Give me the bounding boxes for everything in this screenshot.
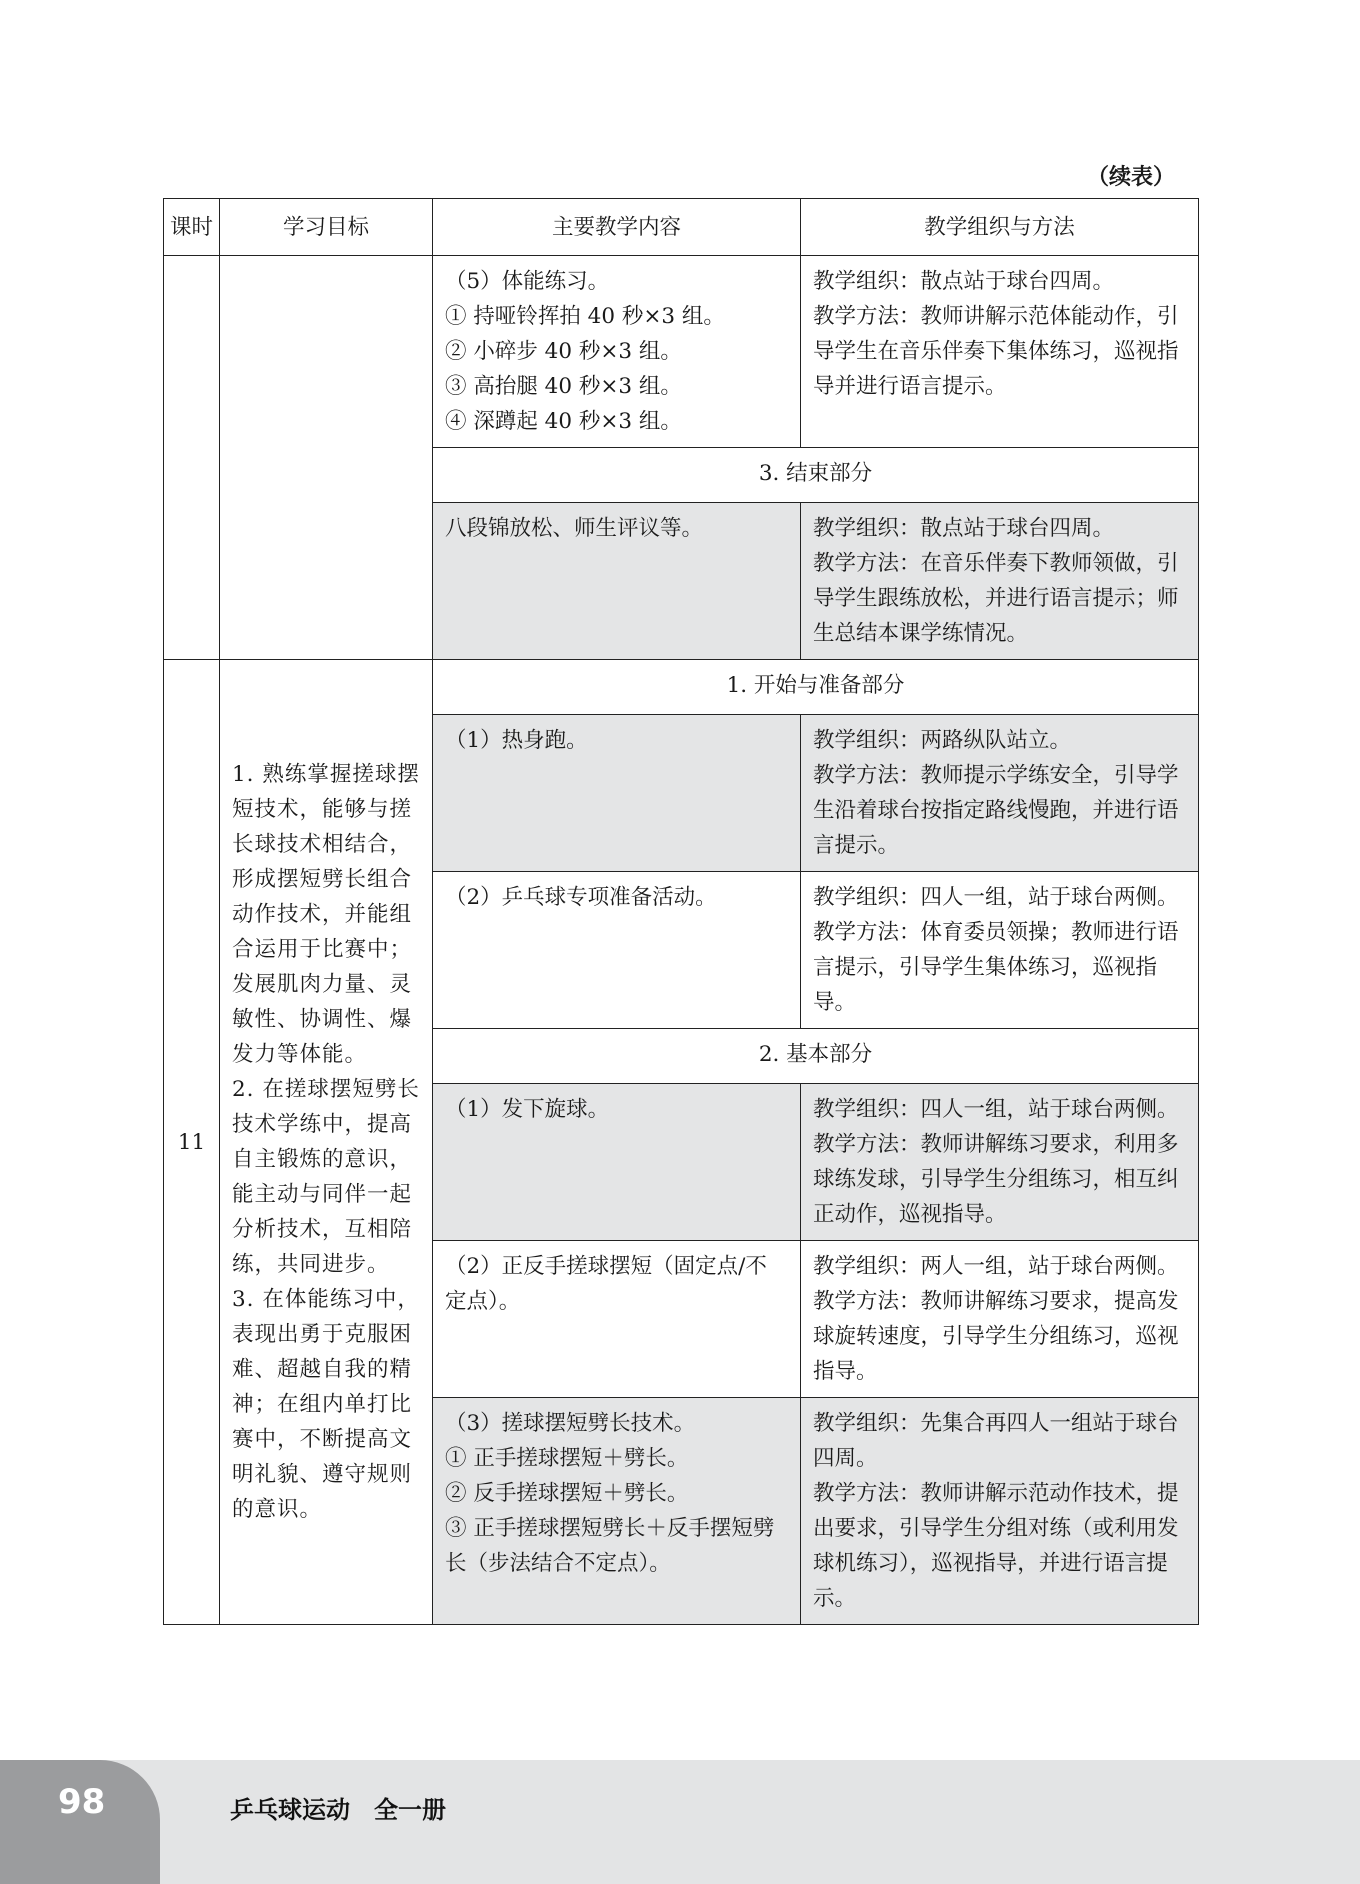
serve-method-cell [801, 1084, 1199, 1241]
method-line: 教学组织：四人一组，站于球台两侧。 [813, 885, 1179, 910]
goals-cell-empty [220, 256, 433, 660]
method-line: 教学组织：先集合再四人一组站于球台四周。 [813, 1411, 1179, 1471]
section-row [164, 660, 1199, 715]
method-line: 教学方法：体育委员领操；教师进行语言提示，引导学生集体练习，巡视指导。 [813, 920, 1179, 1015]
header-method: 教学组织与方法 [801, 199, 1199, 256]
content-line: ③ 正手搓球摆短劈长＋反手摆短劈长（步法结合不定点）。 [445, 1516, 775, 1576]
period-cell-empty [164, 256, 220, 660]
goal-item: 2. 在搓球摆短劈长技术学练中，提高自主锻炼的意识，能主动与同伴一起分析技术，互相陪练，共同进步。 [232, 1077, 420, 1277]
push-content-cell [433, 1241, 801, 1398]
combo-method-cell [801, 1398, 1199, 1625]
content-line: （1）热身跑。 [445, 728, 588, 753]
page-number-tab [0, 1760, 160, 1884]
content-line: ① 正手搓球摆短＋劈长。 [445, 1446, 689, 1471]
section-heading-basic: 2. 基本部分 [433, 1029, 1199, 1084]
period-cell: 11 [164, 660, 220, 1625]
continued-label: （续表） [1086, 165, 1175, 190]
goal-item: 3. 在体能练习中，表现出勇于克服困难、超越自我的精神；在组内单打比赛中，不断提高文明礼貌、遵守规则的意识。 [232, 1287, 420, 1522]
content-line: ④ 深蹲起 40 秒×3 组。 [445, 409, 682, 434]
content-line: （5）体能练习。 [445, 269, 610, 294]
method-line: 教学组织：散点站于球台四周。 [813, 516, 1115, 541]
footer-band [0, 1760, 1360, 1884]
content-line: （3）搓球摆短劈长技术。 [445, 1411, 696, 1436]
method-line: 教学组织：四人一组，站于球台两侧。 [813, 1097, 1179, 1122]
goals-cell [220, 660, 433, 1625]
content-line: ② 小碎步 40 秒×3 组。 [445, 339, 682, 364]
section-heading-start: 1. 开始与准备部分 [433, 660, 1199, 715]
method-line: 教学组织：散点站于球台四周。 [813, 269, 1115, 294]
warmup-method-cell [801, 715, 1199, 872]
fitness-content-cell [433, 256, 801, 448]
lesson-plan-table [163, 198, 1199, 1625]
serve-content-cell [433, 1084, 801, 1241]
method-line: 教学方法：教师讲解练习要求，提高发球旋转速度，引导学生分组练习，巡视指导。 [813, 1289, 1179, 1384]
section-heading-end: 3. 结束部分 [433, 448, 1199, 503]
method-line: 教学方法：教师讲解示范动作技术，提出要求，引导学生分组对练（或利用发球机练习），巡视指导，并进行语言提示。 [813, 1481, 1179, 1611]
prep-method-cell [801, 872, 1199, 1029]
header-goals: 学习目标 [220, 199, 433, 256]
method-line: 教学方法：教师讲解练习要求，利用多球练发球，引导学生分组练习，相互纠正动作，巡视指导。 [813, 1132, 1179, 1227]
content-line: （2）正反手搓球摆短（固定点/不定点）。 [445, 1254, 767, 1314]
method-line: 教学组织：两路纵队站立。 [813, 728, 1072, 753]
content-line: 八段锦放松、师生评议等。 [445, 516, 704, 541]
content-line: ① 持哑铃挥拍 40 秒×3 组。 [445, 304, 725, 329]
fitness-method-cell [801, 256, 1199, 448]
end-content-cell [433, 503, 801, 660]
warmup-content-cell [433, 715, 801, 872]
combo-content-cell [433, 1398, 801, 1625]
book-title: 乒乓球运动 全一册 [230, 1796, 446, 1824]
page-number: 98 [58, 1782, 106, 1822]
content-line: ② 反手搓球摆短＋劈长。 [445, 1481, 689, 1506]
method-line: 教学方法：教师提示学练安全，引导学生沿着球台按指定路线慢跑，并进行语言提示。 [813, 763, 1179, 858]
prep-content-cell [433, 872, 801, 1029]
content-line: （2）乒乓球专项准备活动。 [445, 885, 717, 910]
header-period: 课时 [164, 199, 220, 256]
content-line: ③ 高抬腿 40 秒×3 组。 [445, 374, 682, 399]
table-row [164, 256, 1199, 448]
method-line: 教学方法：教师讲解示范体能动作，引导学生在音乐伴奏下集体练习，巡视指导并进行语言提示。 [813, 304, 1179, 399]
method-line: 教学组织：两人一组，站于球台两侧。 [813, 1254, 1179, 1279]
header-row [164, 199, 1199, 256]
goal-item: 1. 熟练掌握搓球摆短技术，能够与搓长球技术相结合，形成摆短劈长组合动作技术，并能组合运用于比赛中；发展肌肉力量、灵敏性、协调性、爆发力等体能。 [232, 762, 420, 1067]
end-method-cell [801, 503, 1199, 660]
method-line: 教学方法：在音乐伴奏下教师领做，引导学生跟练放松，并进行语言提示；师生总结本课学练情况。 [813, 551, 1179, 646]
content-line: （1）发下旋球。 [445, 1097, 610, 1122]
header-content: 主要教学内容 [433, 199, 801, 256]
push-method-cell [801, 1241, 1199, 1398]
